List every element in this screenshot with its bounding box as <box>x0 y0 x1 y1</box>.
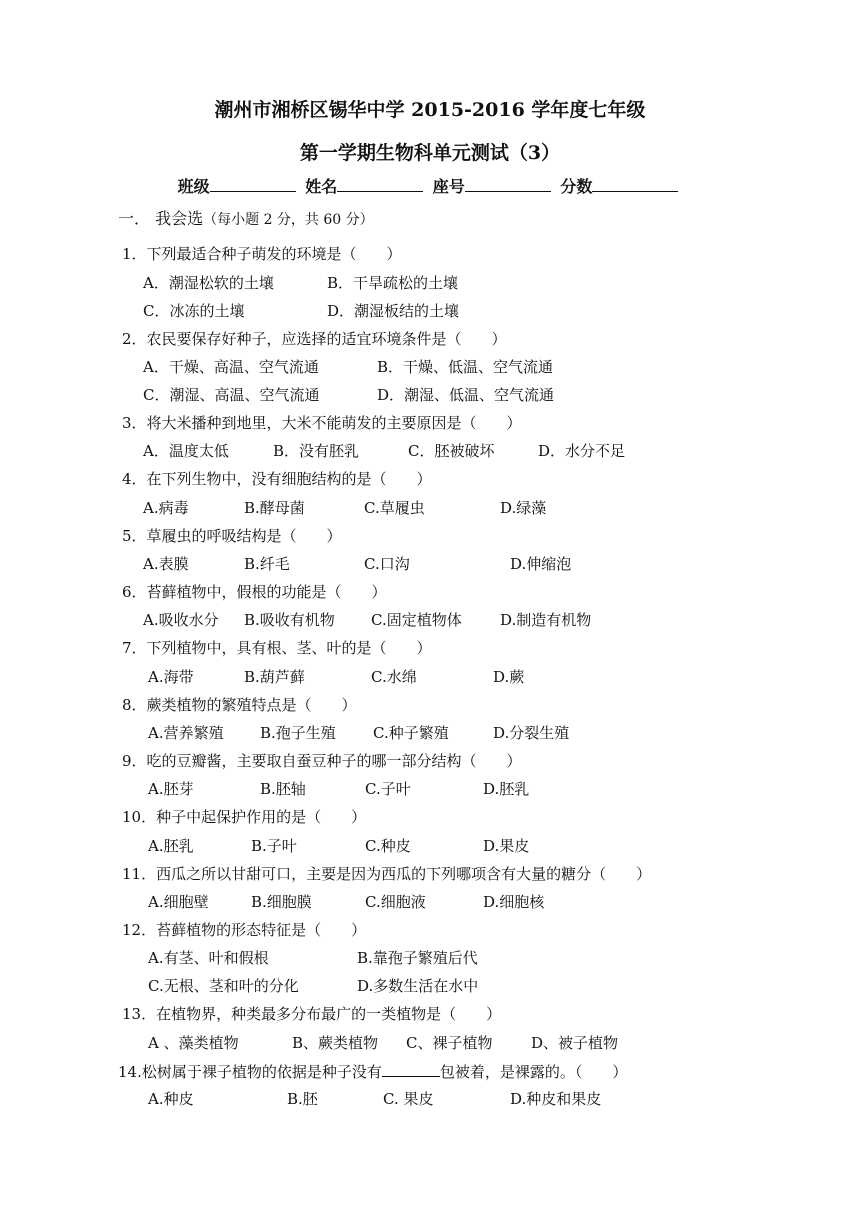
question-stem: 6．苔藓植物中，假根的功能是（ ） <box>122 583 387 601</box>
section-note: （每小题 2 分，共 60 分） <box>203 212 374 228</box>
option: C．潮湿、高温、空气流通 <box>143 386 320 404</box>
option: A.胚芽 <box>148 780 194 798</box>
option: D、被子植物 <box>531 1034 619 1052</box>
option: B.吸收有机物 <box>244 611 335 629</box>
option: A.有茎、叶和假根 <box>148 949 269 967</box>
option: A.胚乳 <box>148 837 194 855</box>
question-stem: 11．西瓜之所以甘甜可口，主要是因为西瓜的下列哪项含有大量的糖分（ ） <box>122 865 652 883</box>
option: A.细胞壁 <box>148 893 209 911</box>
section-heading <box>118 206 374 229</box>
question-stem: 12．苔藓植物的形态特征是（ ） <box>122 921 367 939</box>
option: C.固定植物体 <box>371 611 462 629</box>
stem-part: 14.松树属于裸子植物的依据是种子没有 <box>118 1063 382 1081</box>
option: B.孢子生殖 <box>260 724 336 742</box>
option: D．水分不足 <box>538 442 626 460</box>
seat-blank <box>465 175 551 192</box>
option: D．潮湿板结的土壤 <box>327 302 460 320</box>
option: B．干燥、低温、空气流通 <box>377 358 554 376</box>
name-label: 姓名 <box>305 177 338 196</box>
option: A.种皮 <box>148 1090 194 1108</box>
document-title: 潮州市湘桥区锡华中学 2015-2016 学年度七年级 <box>214 99 646 121</box>
option: D.胚乳 <box>483 780 530 798</box>
option: C.种皮 <box>365 837 411 855</box>
question-stem: 4．在下列生物中，没有细胞结构的是（ ） <box>122 470 432 488</box>
option: C.水绵 <box>371 668 417 686</box>
question-stem: 8．蕨类植物的繁殖特点是（ ） <box>122 696 357 714</box>
document-subtitle: 第一学期生物科单元测试（3） <box>299 142 561 164</box>
class-blank <box>210 175 296 192</box>
question-stem: 10．种子中起保护作用的是（ ） <box>122 808 367 826</box>
option: C.无根、茎和叶的分化 <box>148 977 299 995</box>
seat-label: 座号 <box>432 177 465 196</box>
option: B.细胞膜 <box>251 893 312 911</box>
question-stem: 3．将大米播种到地里，大米不能萌发的主要原因是（ ） <box>122 414 522 432</box>
option: B.葫芦藓 <box>244 668 305 686</box>
option: C.子叶 <box>365 780 411 798</box>
option: A.营养繁殖 <box>148 724 224 742</box>
option: B．没有胚乳 <box>273 442 360 460</box>
option: D.蕨 <box>493 668 525 686</box>
option: C.种子繁殖 <box>373 724 449 742</box>
question-stem: 9．吃的豆瓣酱，主要取自蚕豆种子的哪一部分结构（ ） <box>122 752 522 770</box>
question-stem: 5．草履虫的呼吸结构是（ ） <box>122 527 342 545</box>
question-stem: 1．下列最适合种子萌发的环境是（ ） <box>122 245 402 263</box>
option: C. 果皮 <box>383 1090 434 1108</box>
option: A．潮湿松软的土壤 <box>143 274 274 292</box>
section-title: 我会选 <box>155 209 204 228</box>
question-stem: 13．在植物界，种类最多分布最广的一类植物是（ ） <box>122 1005 502 1023</box>
question-stem: 2．农民要保存好种子，应选择的适宜环境条件是（ ） <box>122 330 507 348</box>
option: D.细胞核 <box>483 893 545 911</box>
score-label: 分数 <box>560 177 593 196</box>
option: A.病毒 <box>143 499 189 517</box>
option: B.纤毛 <box>244 555 290 573</box>
student-info-row <box>0 174 860 197</box>
option: A.吸收水分 <box>143 611 219 629</box>
section-number: 一． <box>118 209 151 228</box>
option: B.胚 <box>287 1090 318 1108</box>
option: D.果皮 <box>483 837 530 855</box>
option: C.草履虫 <box>364 499 425 517</box>
stem-part: 包被着，是裸露的。（ ） <box>439 1063 628 1081</box>
option: A．温度太低 <box>143 442 229 460</box>
option: C．冰冻的土壤 <box>143 302 245 320</box>
option: D.分裂生殖 <box>493 724 570 742</box>
score-blank <box>592 175 678 192</box>
option: D.多数生活在水中 <box>357 977 479 995</box>
option: C、裸子植物 <box>406 1034 493 1052</box>
answer-blank <box>382 1061 440 1077</box>
option: C．胚被破坏 <box>408 442 495 460</box>
option: C.细胞液 <box>365 893 426 911</box>
option: D．潮湿、低温、空气流通 <box>377 386 555 404</box>
option: B．干旱疏松的土壤 <box>327 274 459 292</box>
option: D.伸缩泡 <box>510 555 572 573</box>
option: C.口沟 <box>364 555 410 573</box>
class-label: 班级 <box>177 177 210 196</box>
option: D.绿藻 <box>500 499 547 517</box>
option: A．干燥、高温、空气流通 <box>143 358 319 376</box>
option: B、蕨类植物 <box>292 1034 379 1052</box>
option: B.胚轴 <box>260 780 306 798</box>
option: B.靠孢子繁殖后代 <box>357 949 478 967</box>
question-stem: 7．下列植物中，具有根、茎、叶的是（ ） <box>122 639 432 657</box>
option: B.子叶 <box>251 837 297 855</box>
name-blank <box>337 175 423 192</box>
option: D.制造有机物 <box>500 611 592 629</box>
option: A.海带 <box>148 668 194 686</box>
option: D.种皮和果皮 <box>510 1090 602 1108</box>
option: A 、藻类植物 <box>148 1034 239 1052</box>
question-stem <box>118 1061 627 1082</box>
option: A.表膜 <box>143 555 189 573</box>
option: B.酵母菌 <box>244 499 305 517</box>
